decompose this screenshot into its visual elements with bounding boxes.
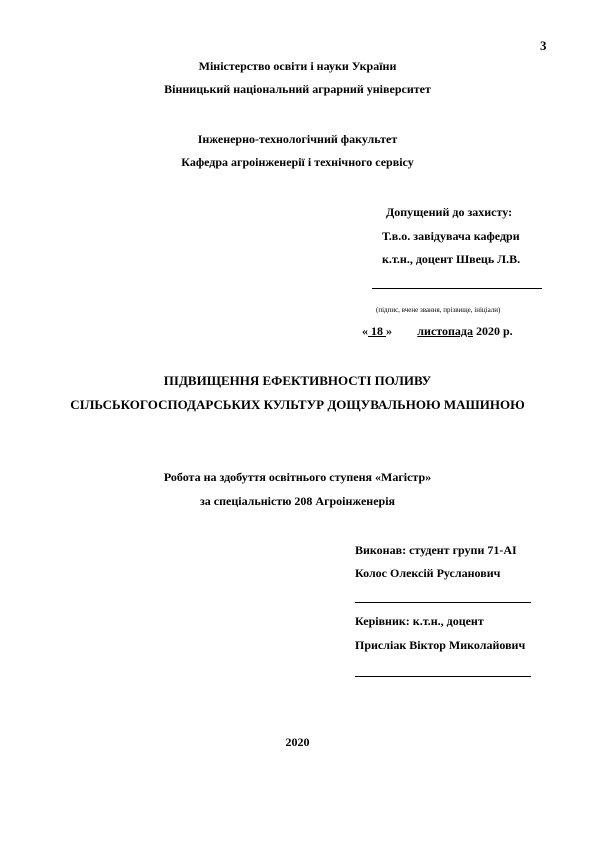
ministry-name: Міністерство освіти і науки України xyxy=(198,59,397,73)
date-day: 18 xyxy=(368,324,386,338)
date-year: 2020 р. xyxy=(476,324,513,338)
document-year: 2020 xyxy=(285,735,310,749)
supervisor-signature-line xyxy=(355,676,531,677)
work-specialty: за спеціальністю 208 Агроінженерія xyxy=(199,494,396,508)
head-position: Т.в.о. завідувача кафедри xyxy=(382,229,520,243)
title-line-1: ПІДВИЩЕННЯ ЕФЕКТИВНОСТІ ПОЛИВУ xyxy=(163,373,432,388)
head-signature-line xyxy=(372,288,542,289)
date-close-quote: » xyxy=(386,324,392,338)
department-name: Кафедра агроінженерії і технічного сервісу xyxy=(181,155,414,169)
supervisor-name: Присліак Віктор Миколайович xyxy=(355,638,526,652)
date-open-quote: « xyxy=(362,324,368,338)
faculty-name: Інженерно-технологічний факультет xyxy=(197,132,398,146)
page-number: 3 xyxy=(540,38,547,53)
approval-date xyxy=(362,324,513,339)
work-degree: Робота на здобуття освітнього ступеня «Магістр» xyxy=(163,470,432,484)
head-name: к.т.н., доцент Швець Л.В. xyxy=(382,252,521,266)
signature-caption: (підпис, вчене звання, прізвище, ініціали) xyxy=(376,306,501,314)
university-name: Вінницький національний аграрний університет xyxy=(164,82,431,96)
author-signature-line xyxy=(355,602,531,603)
author-group: Виконав: студент групи 71-АІ xyxy=(355,543,517,557)
author-name: Колос Олексій Русланович xyxy=(355,566,501,580)
supervisor-role: Керівник: к.т.н., доцент xyxy=(355,614,484,628)
admitted-label: Допущений до захисту: xyxy=(386,205,513,219)
date-month: листопада xyxy=(417,324,473,338)
title-line-2: СІЛЬСЬКОГОСПОДАРСЬКИХ КУЛЬТУР ДОЩУВАЛЬНОЮ МАШИНОЮ xyxy=(70,397,525,412)
